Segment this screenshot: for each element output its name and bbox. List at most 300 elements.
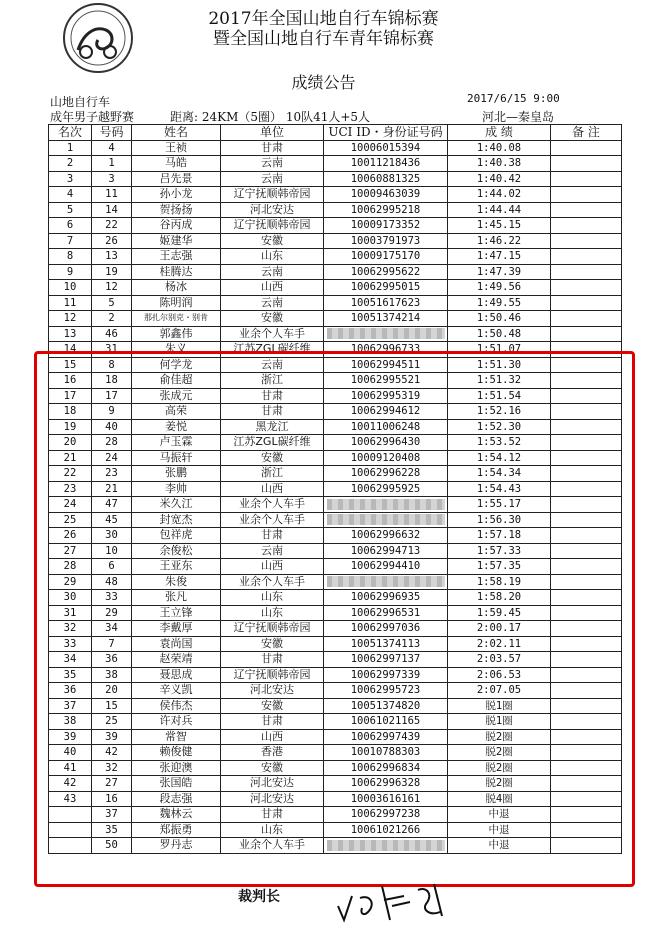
cell-bib: 46: [92, 326, 132, 342]
cell-team: 甘肃: [221, 404, 324, 420]
cell-team: 云南: [221, 171, 324, 187]
event-label: 成年男子越野赛: [50, 110, 135, 124]
cell-uci-id: 10062994410: [324, 559, 448, 575]
cell-remark: [551, 264, 622, 280]
cell-team: 甘肃: [221, 528, 324, 544]
cell-remark: [551, 249, 622, 265]
redacted-id-block: [327, 328, 445, 339]
cell-rank: 19: [49, 419, 92, 435]
cell-uci-id: 10062995925: [324, 481, 448, 497]
cell-uci-id: 10062996632: [324, 528, 448, 544]
cell-bib: 40: [92, 419, 132, 435]
cell-bib: 32: [92, 760, 132, 776]
cell-remark: [551, 714, 622, 730]
cell-name: 桂腾达: [132, 264, 221, 280]
table-row: [49, 807, 622, 823]
cell-team: 业余个人车手: [221, 512, 324, 528]
cell-rank: 10: [49, 280, 92, 296]
cell-remark: [551, 822, 622, 838]
cell-name: 辛义凯: [132, 683, 221, 699]
cell-remark: [551, 404, 622, 420]
cell-bib: 23: [92, 466, 132, 482]
cell-remark: [551, 357, 622, 373]
table-row: [49, 745, 622, 761]
cell-remark: [551, 543, 622, 559]
cell-name: 王志强: [132, 249, 221, 265]
cell-team: 浙江: [221, 466, 324, 482]
cell-result: 1:58.20: [448, 590, 551, 606]
cell-uci-id: 10062995218: [324, 202, 448, 218]
cell-result: 1:52.30: [448, 419, 551, 435]
cell-remark: [551, 807, 622, 823]
cell-rank: 1: [49, 140, 92, 156]
cell-uci-id: [324, 497, 448, 513]
cell-team: 山东: [221, 249, 324, 265]
redacted-id-block: [327, 514, 445, 525]
table-row: [49, 590, 622, 606]
cell-result: 1:47.15: [448, 249, 551, 265]
cell-name: 卢玉霖: [132, 435, 221, 451]
cell-bib: 34: [92, 621, 132, 637]
cell-bib: 45: [92, 512, 132, 528]
cell-result: 1:44.44: [448, 202, 551, 218]
table-row: [49, 791, 622, 807]
table-row: [49, 559, 622, 575]
cell-result: 1:50.46: [448, 311, 551, 327]
cell-uci-id: 10062995622: [324, 264, 448, 280]
cell-team: 云南: [221, 264, 324, 280]
cell-uci-id: 10006015394: [324, 140, 448, 156]
cell-team: 山西: [221, 280, 324, 296]
cell-name: 余俊松: [132, 543, 221, 559]
datetime-label: 2017/6/15 9:00: [467, 92, 560, 105]
cell-rank: 29: [49, 574, 92, 590]
cell-bib: 12: [92, 280, 132, 296]
cell-team: 浙江: [221, 373, 324, 389]
cell-rank: 18: [49, 404, 92, 420]
cell-result: 1:54.12: [448, 450, 551, 466]
cell-result: 1:57.35: [448, 559, 551, 575]
cell-bib: 3: [92, 171, 132, 187]
cell-result: 1:51.54: [448, 388, 551, 404]
cell-result: 1:57.18: [448, 528, 551, 544]
cell-remark: [551, 590, 622, 606]
cell-name: 李戴厚: [132, 621, 221, 637]
cell-rank: 37: [49, 698, 92, 714]
cell-rank: 30: [49, 590, 92, 606]
cell-name: 何学龙: [132, 357, 221, 373]
cell-result: 1:56.30: [448, 512, 551, 528]
cell-result: 1:51.32: [448, 373, 551, 389]
cell-bib: 31: [92, 342, 132, 358]
cell-result: 1:45.15: [448, 218, 551, 234]
column-header-team: 单位: [221, 125, 324, 141]
table-row: [49, 714, 622, 730]
cell-remark: [551, 745, 622, 761]
cell-uci-id: 10009175170: [324, 249, 448, 265]
cell-bib: 13: [92, 249, 132, 265]
cell-remark: [551, 621, 622, 637]
cell-rank: 12: [49, 311, 92, 327]
table-row: [49, 574, 622, 590]
column-header-rank: 名次: [49, 125, 92, 141]
cell-bib: 24: [92, 450, 132, 466]
table-row: [49, 466, 622, 482]
cell-uci-id: 10062996834: [324, 760, 448, 776]
cell-result: 2:07.05: [448, 683, 551, 699]
cell-result: 1:51.07: [448, 342, 551, 358]
column-header-remark: 备 注: [551, 125, 622, 141]
cell-team: 云南: [221, 156, 324, 172]
cell-result: 1:40.08: [448, 140, 551, 156]
cell-rank: 28: [49, 559, 92, 575]
cell-bib: 27: [92, 776, 132, 792]
cell-remark: [551, 559, 622, 575]
cell-uci-id: [324, 574, 448, 590]
cell-name: 魏林云: [132, 807, 221, 823]
cell-name: 段志强: [132, 791, 221, 807]
cell-uci-id: 10009120408: [324, 450, 448, 466]
table-row: [49, 419, 622, 435]
cell-team: 河北安达: [221, 791, 324, 807]
cell-rank: 21: [49, 450, 92, 466]
cell-remark: [551, 342, 622, 358]
cell-team: 河北安达: [221, 683, 324, 699]
table-row: [49, 636, 622, 652]
table-row: [49, 326, 622, 342]
cell-team: 安徽: [221, 450, 324, 466]
cell-rank: 39: [49, 729, 92, 745]
cell-result: 1:59.45: [448, 605, 551, 621]
cell-remark: [551, 435, 622, 451]
cell-rank: 6: [49, 218, 92, 234]
cell-name: 姜悦: [132, 419, 221, 435]
table-row: [49, 497, 622, 513]
cell-name: 姬建华: [132, 233, 221, 249]
cell-remark: [551, 667, 622, 683]
cell-bib: 8: [92, 357, 132, 373]
referee-signature: [330, 876, 480, 926]
cell-result: 1:53.52: [448, 435, 551, 451]
cell-remark: [551, 481, 622, 497]
cell-bib: 42: [92, 745, 132, 761]
cell-result: 1:50.48: [448, 326, 551, 342]
cell-bib: 5: [92, 295, 132, 311]
cell-uci-id: 10062996228: [324, 466, 448, 482]
table-row: [49, 342, 622, 358]
cell-uci-id: 10062996531: [324, 605, 448, 621]
distance-label: 距离: 24KM（5圈） 10队41人+5人: [170, 110, 371, 124]
cell-name: 米久江: [132, 497, 221, 513]
table-row: [49, 311, 622, 327]
cell-uci-id: [324, 326, 448, 342]
cell-result: 1:40.38: [448, 156, 551, 172]
document-title: 成绩公告: [291, 73, 356, 92]
cell-name: 王祯: [132, 140, 221, 156]
cell-uci-id: 10062994612: [324, 404, 448, 420]
cell-uci-id: 10051374820: [324, 698, 448, 714]
cell-rank: 4: [49, 187, 92, 203]
cell-rank: 24: [49, 497, 92, 513]
cell-rank: 34: [49, 652, 92, 668]
cell-bib: 19: [92, 264, 132, 280]
cell-bib: 15: [92, 698, 132, 714]
event-title-line1: 2017年全国山地自行车锦标赛: [208, 9, 439, 29]
cell-bib: 48: [92, 574, 132, 590]
cell-uci-id: 10010788303: [324, 745, 448, 761]
cell-remark: [551, 373, 622, 389]
cell-uci-id: 10062995521: [324, 373, 448, 389]
table-row: [49, 187, 622, 203]
cell-team: 甘肃: [221, 388, 324, 404]
table-row: [49, 481, 622, 497]
cell-result: 1:57.33: [448, 543, 551, 559]
cell-bib: 35: [92, 822, 132, 838]
cell-result: 1:52.16: [448, 404, 551, 420]
cell-result: 中退: [448, 807, 551, 823]
cell-bib: 37: [92, 807, 132, 823]
cell-team: 甘肃: [221, 807, 324, 823]
cell-team: 安徽: [221, 233, 324, 249]
results-table: [48, 124, 622, 854]
cell-rank: 35: [49, 667, 92, 683]
cell-name: 俞佳超: [132, 373, 221, 389]
cell-bib: 30: [92, 528, 132, 544]
cell-team: 云南: [221, 357, 324, 373]
cell-name: 吕先景: [132, 171, 221, 187]
redacted-id-block: [327, 840, 445, 851]
column-header-name: 姓名: [132, 125, 221, 141]
table-row: [49, 249, 622, 265]
cell-rank: 25: [49, 512, 92, 528]
cell-name: 李帅: [132, 481, 221, 497]
cell-uci-id: 10062994511: [324, 357, 448, 373]
cell-remark: [551, 528, 622, 544]
cell-team: 甘肃: [221, 652, 324, 668]
cell-team: 云南: [221, 543, 324, 559]
table-row: [49, 388, 622, 404]
cell-remark: [551, 605, 622, 621]
cell-bib: 22: [92, 218, 132, 234]
cell-result: 中退: [448, 822, 551, 838]
cell-rank: 13: [49, 326, 92, 342]
table-row: [49, 605, 622, 621]
table-row: [49, 171, 622, 187]
cell-bib: 7: [92, 636, 132, 652]
cell-rank: 43: [49, 791, 92, 807]
cell-bib: 17: [92, 388, 132, 404]
cell-rank: 16: [49, 373, 92, 389]
cell-uci-id: [324, 512, 448, 528]
cell-result: 1:51.30: [448, 357, 551, 373]
cell-bib: 16: [92, 791, 132, 807]
cell-name: 侯伟杰: [132, 698, 221, 714]
cell-name: 聂思成: [132, 667, 221, 683]
cell-team: 业余个人车手: [221, 326, 324, 342]
cell-bib: 26: [92, 233, 132, 249]
cell-team: 黑龙江: [221, 419, 324, 435]
cell-remark: [551, 295, 622, 311]
event-title-line2: 暨全国山地自行车青年锦标赛: [213, 29, 434, 49]
cell-rank: 17: [49, 388, 92, 404]
cell-name: 郭鑫伟: [132, 326, 221, 342]
column-header-result: 成 绩: [448, 125, 551, 141]
cell-result: 脱1圈: [448, 698, 551, 714]
cell-remark: [551, 760, 622, 776]
cell-name: 郑振勇: [132, 822, 221, 838]
cell-remark: [551, 280, 622, 296]
cell-remark: [551, 419, 622, 435]
redacted-id-block: [327, 499, 445, 510]
table-row: [49, 280, 622, 296]
cell-remark: [551, 311, 622, 327]
cell-bib: 33: [92, 590, 132, 606]
table-row: [49, 543, 622, 559]
cell-bib: 4: [92, 140, 132, 156]
cell-remark: [551, 156, 622, 172]
cell-result: 1:58.19: [448, 574, 551, 590]
table-header-row: [49, 125, 622, 141]
cell-team: 甘肃: [221, 140, 324, 156]
table-row: [49, 156, 622, 172]
table-row: [49, 729, 622, 745]
cell-bib: 20: [92, 683, 132, 699]
cell-remark: [551, 326, 622, 342]
cell-remark: [551, 497, 622, 513]
cell-team: 辽宁抚顺韩帝园: [221, 218, 324, 234]
cell-uci-id: 10061021266: [324, 822, 448, 838]
cell-remark: [551, 636, 622, 652]
cell-team: 山西: [221, 481, 324, 497]
cell-team: 安徽: [221, 311, 324, 327]
table-row: [49, 822, 622, 838]
cell-remark: [551, 838, 622, 854]
cell-name: 常智: [132, 729, 221, 745]
cell-team: 甘肃: [221, 714, 324, 730]
cell-rank: 14: [49, 342, 92, 358]
cell-uci-id: 10009463039: [324, 187, 448, 203]
cell-name: 罗丹志: [132, 838, 221, 854]
cell-team: 河北安达: [221, 776, 324, 792]
cell-name: 张鹏: [132, 466, 221, 482]
table-row: [49, 683, 622, 699]
cell-team: 香港: [221, 745, 324, 761]
cell-uci-id: [324, 838, 448, 854]
cell-result: 脱2圈: [448, 776, 551, 792]
cell-result: 1:46.22: [448, 233, 551, 249]
table-row: [49, 202, 622, 218]
cell-name: 朱俊: [132, 574, 221, 590]
cell-rank: [49, 822, 92, 838]
cell-name: 谷丙成: [132, 218, 221, 234]
cell-remark: [551, 218, 622, 234]
cell-team: 山西: [221, 559, 324, 575]
table-row: [49, 373, 622, 389]
cell-name: 陈明润: [132, 295, 221, 311]
cell-bib: 25: [92, 714, 132, 730]
cell-uci-id: 10011218436: [324, 156, 448, 172]
cell-name: 马皓: [132, 156, 221, 172]
table-row: [49, 776, 622, 792]
cell-team: 山东: [221, 590, 324, 606]
cell-bib: 1: [92, 156, 132, 172]
referee-label: 裁判长: [238, 889, 280, 905]
cell-name: 袁尚国: [132, 636, 221, 652]
cell-result: 脱1圈: [448, 714, 551, 730]
cell-remark: [551, 729, 622, 745]
cell-uci-id: 10062997137: [324, 652, 448, 668]
cell-rank: 42: [49, 776, 92, 792]
cell-name: 孙小龙: [132, 187, 221, 203]
cell-name: 王亚东: [132, 559, 221, 575]
cell-result: 脱2圈: [448, 729, 551, 745]
cell-team: 山东: [221, 822, 324, 838]
cell-result: 脱4圈: [448, 791, 551, 807]
cell-rank: 31: [49, 605, 92, 621]
cell-remark: [551, 202, 622, 218]
cell-uci-id: 10051617623: [324, 295, 448, 311]
cell-name: 朱义: [132, 342, 221, 358]
cell-bib: 50: [92, 838, 132, 854]
cell-rank: 15: [49, 357, 92, 373]
cell-team: 山东: [221, 605, 324, 621]
table-row: [49, 838, 622, 854]
cell-rank: 22: [49, 466, 92, 482]
cell-rank: 41: [49, 760, 92, 776]
cell-rank: 9: [49, 264, 92, 280]
cell-bib: 18: [92, 373, 132, 389]
cell-bib: 36: [92, 652, 132, 668]
table-row: [49, 140, 622, 156]
cell-uci-id: 10062996733: [324, 342, 448, 358]
cell-uci-id: 10060881325: [324, 171, 448, 187]
cell-remark: [551, 140, 622, 156]
cell-uci-id: 10051374113: [324, 636, 448, 652]
cell-remark: [551, 574, 622, 590]
cell-uci-id: 10062996430: [324, 435, 448, 451]
cell-result: 1:54.43: [448, 481, 551, 497]
cell-bib: 47: [92, 497, 132, 513]
cell-uci-id: 10003616161: [324, 791, 448, 807]
cell-rank: [49, 838, 92, 854]
cell-team: 辽宁抚顺韩帝园: [221, 621, 324, 637]
cell-rank: 40: [49, 745, 92, 761]
cell-remark: [551, 388, 622, 404]
cell-bib: 39: [92, 729, 132, 745]
cell-remark: [551, 233, 622, 249]
cell-team: 江苏ZGL碳纤维: [221, 342, 324, 358]
table-row: [49, 667, 622, 683]
cell-bib: 29: [92, 605, 132, 621]
table-row: [49, 218, 622, 234]
cell-rank: 38: [49, 714, 92, 730]
cell-rank: 8: [49, 249, 92, 265]
cell-name: 许对兵: [132, 714, 221, 730]
cell-result: 2:02.11: [448, 636, 551, 652]
cell-uci-id: 10009173352: [324, 218, 448, 234]
cell-result: 1:54.34: [448, 466, 551, 482]
cell-team: 江苏ZGL碳纤维: [221, 435, 324, 451]
cell-bib: 14: [92, 202, 132, 218]
cell-team: 河北安达: [221, 202, 324, 218]
cell-remark: [551, 652, 622, 668]
cell-remark: [551, 512, 622, 528]
cell-uci-id: 10003791973: [324, 233, 448, 249]
cell-team: 山西: [221, 729, 324, 745]
cell-uci-id: 10062996935: [324, 590, 448, 606]
table-row: [49, 698, 622, 714]
cell-name: 王立锋: [132, 605, 221, 621]
